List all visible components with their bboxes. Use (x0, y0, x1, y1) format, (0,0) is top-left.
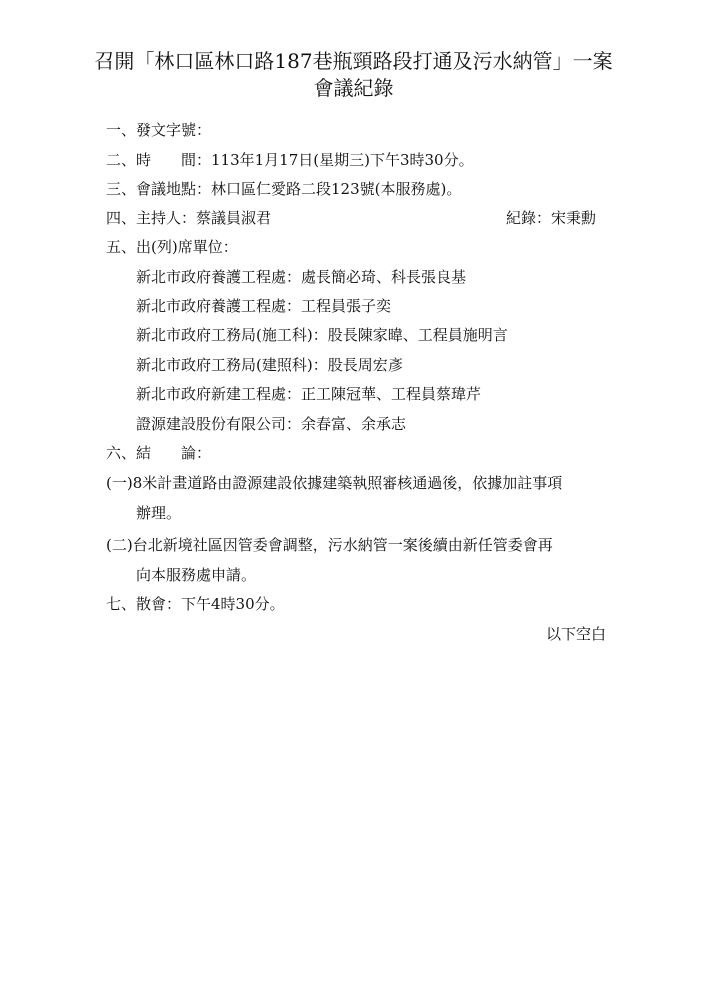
end-note: 以下空白 (546, 625, 607, 643)
doc-number-item: 一、發文字號： (106, 121, 212, 139)
document-title-line2: 會議紀錄 (313, 76, 394, 100)
recorder-item: 紀錄：宋秉勳 (506, 209, 597, 227)
conclusion-label: 六、結 論： (106, 444, 212, 462)
attendee-line: 證源建設股份有限公司：余春富、余承志 (136, 415, 407, 433)
adjourn-item: 七、散會：下午4時30分。 (106, 595, 285, 613)
chair-item: 四、主持人：蔡議員淑君 (106, 209, 272, 227)
attendee-line: 新北市政府養護工程處：工程員張子奕 (136, 297, 392, 315)
attendees-label: 五、出(列)席單位： (106, 238, 238, 256)
document-title-line1: 召開「林口區林口路187巷瓶頸路段打通及污水納管」一案 (94, 49, 613, 73)
conclusion-2-line2: 向本服務處申請。 (136, 566, 257, 584)
conclusion-1-line1: (一)8米計畫道路由證源建設依據建築執照審核通過後，依據加註事項 (106, 474, 563, 492)
conclusion-2-line1: (二)台北新境社區因管委會調整，污水納管一案後續由新任管委會再 (106, 536, 553, 554)
attendee-line: 新北市政府養護工程處：處長簡必琦、科長張良基 (136, 268, 467, 286)
attendee-line: 新北市政府新建工程處：正工陳冠華、工程員蔡瑋芹 (136, 385, 482, 403)
meeting-place-item: 三、會議地點：林口區仁愛路二段123號(本服務處)。 (106, 180, 462, 198)
attendee-line: 新北市政府工務局(建照科)：股長周宏彥 (136, 356, 403, 374)
attendee-line: 新北市政府工務局(施工科)：股長陳家暐、工程員施明言 (136, 326, 508, 344)
conclusion-1-line2: 辦理。 (136, 504, 182, 522)
meeting-time-item: 二、時 間：113年1月17日(星期三)下午3時30分。 (106, 151, 474, 169)
